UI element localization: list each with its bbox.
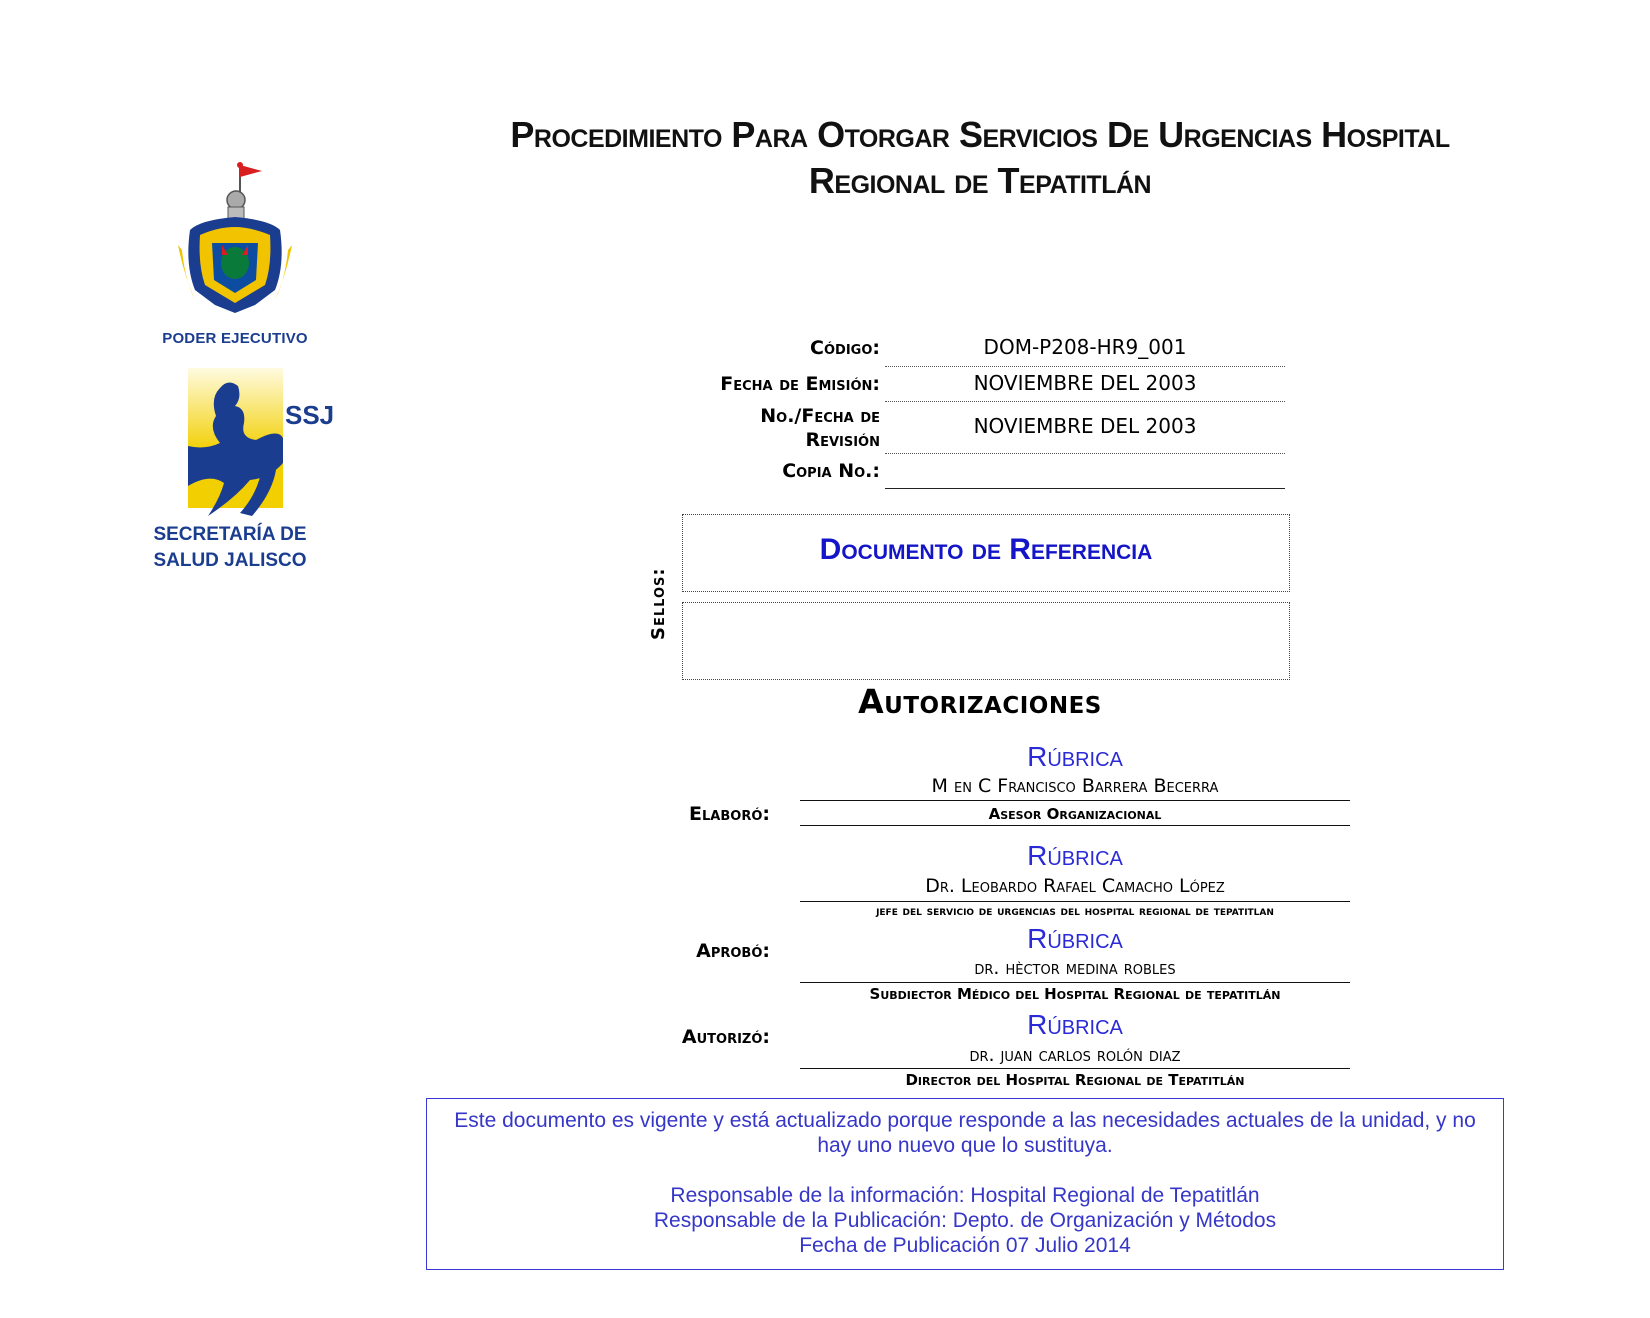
codigo-divider	[885, 366, 1285, 367]
codigo-label: Código:	[810, 337, 880, 359]
footer-responsable-informacion: Responsable de la información: Hospital Regional de Tepatitlán	[670, 1184, 1260, 1207]
ssj-label: SSJ	[285, 400, 335, 430]
aprobo-label: Aprobó:	[696, 940, 770, 962]
document-title-line-2: Regional de Tepatitlán	[808, 160, 1152, 201]
elaboro-rubrica: Rúbrica	[1027, 741, 1123, 772]
aprobo-1-name-line	[800, 901, 1350, 902]
aprobo-1-name: Dr. Leobardo Rafael Camacho López	[925, 875, 1225, 897]
sellos-label: Sellos:	[648, 567, 669, 640]
jalisco-coat-of-arms-icon	[170, 155, 300, 330]
fecha-emision-value: NOVIEMBRE DEL 2003	[973, 371, 1197, 395]
revision-divider	[885, 453, 1285, 454]
secretaria-line-1: SECRETARÍA DE	[153, 524, 307, 545]
sellos-box-bottom	[682, 602, 1290, 680]
fecha-emision-divider	[885, 401, 1285, 402]
autorizaciones-heading: Autorizaciones	[858, 682, 1102, 721]
elaboro-position: Asesor Organizacional	[988, 805, 1162, 823]
aprobo-1-position: jefe del servicio de urgencias del hospital regional de tepatitlan	[876, 903, 1274, 919]
autorizo-label: Autorizó:	[681, 1026, 770, 1048]
aprobo-2-name-line	[800, 982, 1350, 983]
elaboro-name: M en C Francisco Barrera Becerra	[931, 775, 1219, 797]
document-title-line-1: Procedimiento Para Otorgar Servicios De Urgencias Hospital	[510, 114, 1450, 155]
documento-de-referencia: Documento de Referencia	[819, 533, 1153, 566]
aprobo-1-rubrica: Rúbrica	[1027, 840, 1123, 871]
autorizo-rubrica: Rúbrica	[1027, 1009, 1123, 1040]
elaboro-label: Elaboró:	[689, 803, 770, 825]
codigo-value: DOM-P208-HR9_001	[983, 335, 1187, 359]
poder-ejecutivo-label: PODER EJECUTIVO	[162, 330, 308, 347]
copia-label: Copia No.:	[782, 460, 880, 482]
ssj-logo-icon	[180, 368, 285, 518]
copia-underline	[885, 488, 1285, 489]
autorizo-name: dr. juan carlos rolón diaz	[969, 1044, 1181, 1066]
revision-label-line-2: Revisión	[805, 429, 880, 451]
revision-label-line-1: No./Fecha de	[760, 405, 880, 427]
secretaria-line-2: SALUD JALISCO	[153, 550, 307, 571]
footer-line-1: Este documento es vigente y está actualizado porque responde a las necesidades actuales de la unidad, y no	[454, 1109, 1476, 1132]
footer-line-2: hay uno nuevo que lo sustituya.	[817, 1134, 1113, 1157]
fecha-emision-label: Fecha de Emisión:	[720, 373, 880, 395]
aprobo-2-position: Subdiector Médico del Hospital Regional de tepatitlán	[869, 985, 1281, 1003]
footer-responsable-publicacion: Responsable de la Publicación: Depto. de Organización y Métodos	[653, 1209, 1277, 1232]
revision-value: NOVIEMBRE DEL 2003	[973, 414, 1197, 438]
autorizo-position: Director del Hospital Regional de Tepatitlán	[905, 1071, 1245, 1089]
aprobo-2-rubrica: Rúbrica	[1027, 923, 1123, 954]
secretaria-label	[130, 522, 330, 574]
elaboro-position-line	[800, 825, 1350, 826]
autorizo-name-line	[800, 1068, 1350, 1069]
aprobo-2-name: dr. hèctor medina robles	[974, 957, 1176, 979]
elaboro-name-line	[800, 800, 1350, 801]
footer-fecha-publicacion: Fecha de Publicación 07 Julio 2014	[799, 1234, 1131, 1257]
